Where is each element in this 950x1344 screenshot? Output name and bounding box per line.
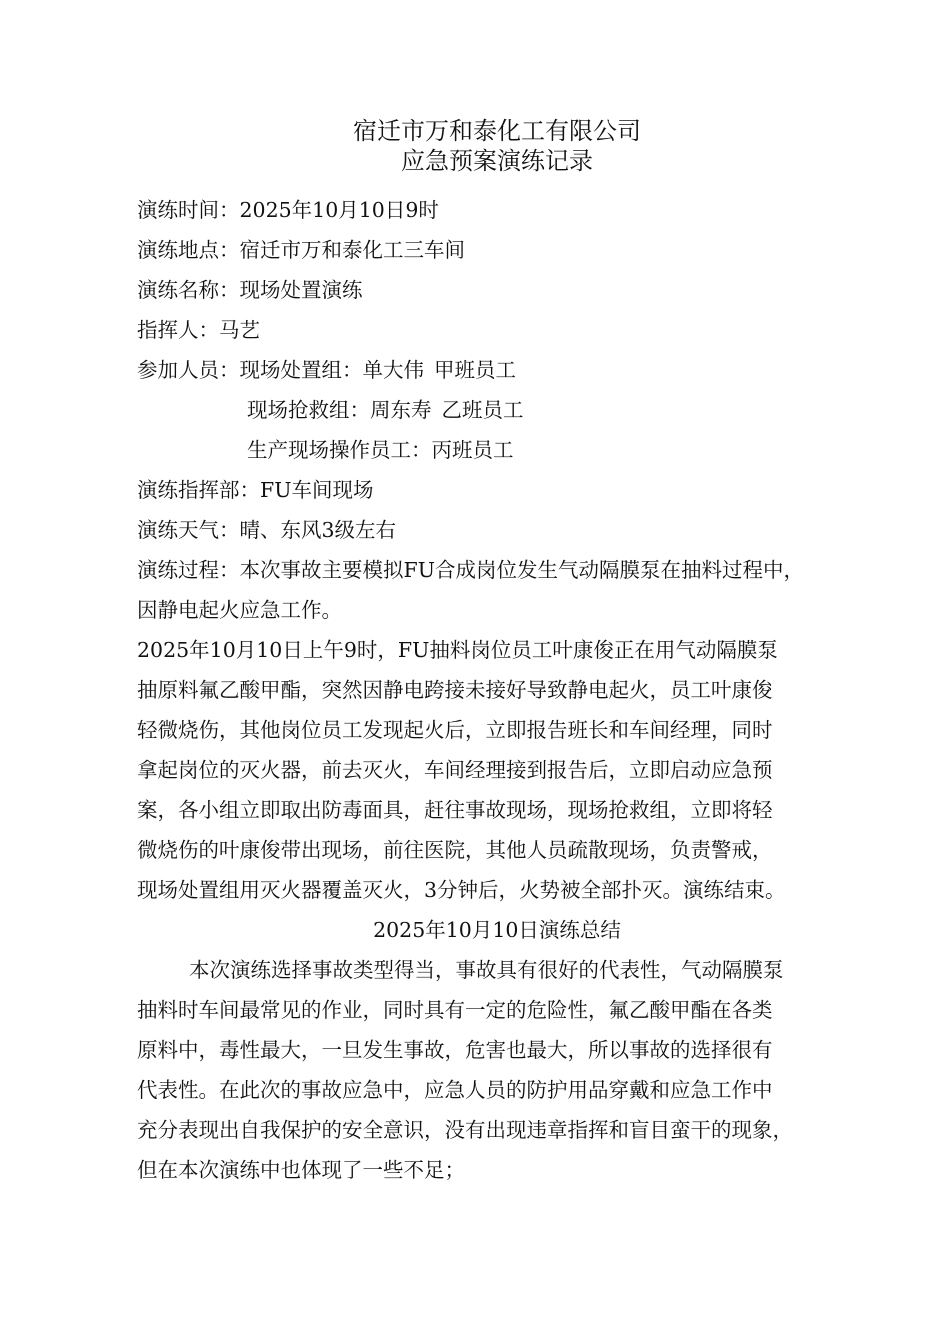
summary-heading: 2025年10月10日演练总结: [373, 918, 621, 942]
participants-label: 参加人员：: [137, 358, 240, 382]
summary-line: 本次演练选择事故类型得当，事故具有很好的代表性，气动隔膜泵: [189, 958, 784, 982]
drill-name: 演练名称：现场处置演练: [137, 278, 363, 302]
summary-line: 充分表现出自我保护的安全意识，没有出现违章指挥和盲目蛮干的现象，: [137, 1118, 793, 1142]
summary-line: 抽料时车间最常见的作业，同时具有一定的危险性，氟乙酸甲酯在各类: [137, 998, 773, 1022]
drill-hq: 演练指挥部：FU车间现场: [137, 478, 374, 502]
process-line: 案，各小组立即取出防毒面具，赶往事故现场，现场抢救组，立即将轻: [137, 798, 773, 822]
drill-weather: 演练天气：晴、东风3级左右: [137, 518, 397, 542]
summary-line: 代表性。在此次的事故应急中，应急人员的防护用品穿戴和应急工作中: [137, 1078, 773, 1102]
company-title: 宿迁市万和泰化工有限公司: [353, 117, 641, 145]
process-line: 演练过程：本次事故主要模拟FU合成岗位发生气动隔膜泵在抽料过程中，: [137, 558, 804, 582]
process-line: 拿起岗位的灭火器，前去灭火，车间经理接到报告后，立即启动应急预: [137, 758, 773, 782]
process-line: 现场处置组用灭火器覆盖灭火，3分钟后，火势被全部扑灭。演练结束。: [137, 878, 786, 902]
process-line: 因静电起火应急工作。: [137, 598, 342, 622]
drill-place: 演练地点：宿迁市万和泰化工三车间: [137, 238, 465, 262]
participant-1-role: 甲班员工: [434, 358, 516, 382]
process-line: 2025年10月10日上午9时，FU抽料岗位员工叶康俊正在用气动隔膜泵: [137, 638, 778, 662]
summary-line: 但在本次演练中也体现了一些不足；: [137, 1158, 465, 1182]
participants-row-2: [137, 390, 857, 430]
participant-2-group: 现场抢救组：周东寿: [247, 398, 432, 422]
participant-2-role: 乙班员工: [441, 398, 524, 422]
document-page: [137, 116, 857, 1190]
process-line: 轻微烧伤，其他岗位员工发现起火后，立即报告班长和车间经理，同时: [137, 718, 773, 742]
record-title: 应急预案演练记录: [401, 147, 593, 175]
participants-row-1: [137, 350, 857, 390]
summary-line: 原料中，毒性最大，一旦发生事故，危害也最大，所以事故的选择很有: [137, 1038, 773, 1062]
process-line: 微烧伤的叶康俊带出现场，前往医院，其他人员疏散现场，负责警戒，: [137, 838, 773, 862]
drill-time: 演练时间：2025年10月10日9时: [137, 198, 439, 222]
participants-row-3: 生产现场操作员工：丙班员工: [247, 438, 514, 462]
participant-1-group: 现场处置组：单大伟: [239, 358, 424, 382]
process-line: 抽原料氟乙酸甲酯，突然因静电跨接未接好导致静电起火，员工叶康俊: [137, 678, 773, 702]
drill-commander: 指挥人：马艺: [137, 318, 260, 342]
